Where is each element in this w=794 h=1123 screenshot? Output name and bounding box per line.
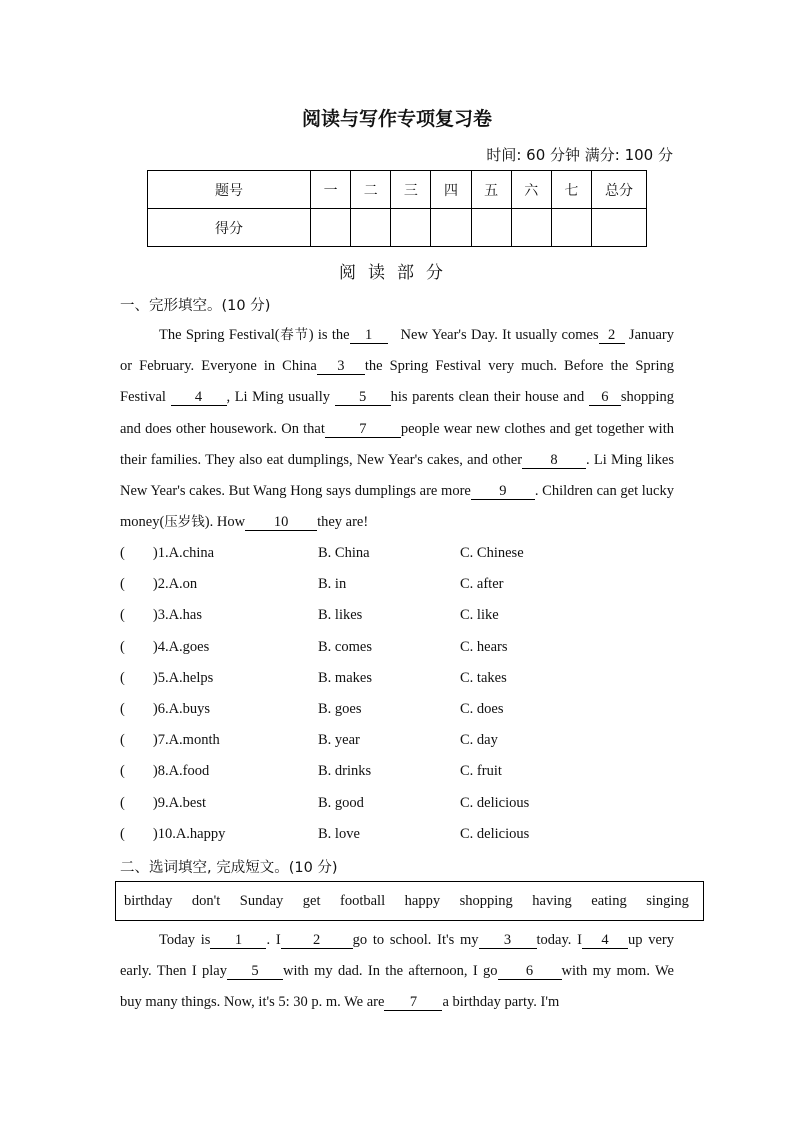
- option-c: C. Chinese: [460, 545, 524, 561]
- score-col-total: 总分: [592, 171, 647, 209]
- score-cell[interactable]: [391, 209, 431, 247]
- paren-close: ): [152, 545, 158, 561]
- score-cell[interactable]: [471, 209, 511, 247]
- passage-text: today. I: [536, 932, 582, 948]
- passage-text: they are!: [317, 514, 369, 531]
- option-c: C. delicious: [460, 795, 530, 811]
- score-cell[interactable]: [511, 209, 551, 247]
- part2-heading: 二、选词填空, 完成短文。(10 分): [120, 860, 338, 876]
- paren-close: ): [152, 732, 158, 748]
- score-col-6: 六: [511, 171, 551, 209]
- option-c: C. delicious: [460, 826, 530, 842]
- score-row-label: 得分: [148, 209, 311, 247]
- paren-close: ): [152, 701, 158, 717]
- option-b: B. in: [318, 576, 347, 592]
- blank-5[interactable]: 5: [227, 963, 283, 980]
- passage-text: with my dad. In the afternoon, I go: [283, 963, 498, 980]
- blank-2[interactable]: 2: [599, 327, 625, 344]
- option-b: B. comes: [318, 639, 372, 655]
- blank-4[interactable]: 4: [582, 932, 628, 949]
- part2-passage: [120, 925, 674, 1019]
- option-a: 10.A.happy: [157, 826, 226, 842]
- blank-3[interactable]: 3: [317, 358, 365, 375]
- option-a: 2.A.on: [157, 576, 198, 592]
- passage-text: ) is the: [308, 327, 350, 343]
- score-col-5: 五: [471, 171, 511, 209]
- blank-9[interactable]: 9: [471, 483, 535, 500]
- word-bank-item: having: [532, 892, 572, 909]
- blank-6[interactable]: 6: [589, 389, 621, 406]
- passage-text: . I: [266, 932, 281, 948]
- paren-close: ): [152, 607, 158, 623]
- blank-1[interactable]: 1: [210, 932, 266, 949]
- option-c: C. after: [460, 576, 504, 592]
- option-paren[interactable]: [120, 607, 202, 624]
- paren-open: (: [120, 732, 125, 748]
- word-bank-item: don't: [191, 892, 221, 909]
- option-paren[interactable]: [120, 670, 213, 687]
- option-c: C. like: [460, 607, 499, 623]
- score-header-label: 题号: [148, 171, 311, 209]
- passage-text: 春节: [279, 327, 309, 343]
- word-bank-item: singing: [646, 892, 689, 909]
- passage-text: people wear new clothes and get together with their families. They also eat dumplings, New Year's cakes, and other: [120, 420, 674, 468]
- blank-3[interactable]: 3: [479, 932, 537, 949]
- score-cell[interactable]: [592, 209, 647, 247]
- passage-text: ). How: [204, 514, 246, 531]
- page-title: 阅读与写作专项复习卷: [301, 108, 492, 130]
- paren-open: (: [120, 607, 125, 623]
- paren-close: ): [152, 670, 158, 686]
- passage-text: New Year's Day. It usually comes: [400, 327, 599, 343]
- blank-8[interactable]: 8: [522, 452, 586, 469]
- word-bank-item: shopping: [459, 892, 513, 909]
- word-bank-item: get: [302, 892, 321, 909]
- paren-open: (: [120, 639, 125, 655]
- score-table-score-row: [148, 209, 647, 247]
- paren-open: (: [120, 701, 125, 717]
- option-paren[interactable]: [120, 732, 220, 749]
- passage-text: 压岁钱: [164, 514, 205, 531]
- word-bank-item: happy: [404, 892, 441, 909]
- word-bank-item: Sunday: [239, 892, 284, 909]
- passage-text: his parents clean their house and: [390, 389, 585, 406]
- score-table-header-row: [148, 171, 647, 209]
- score-cell[interactable]: [351, 209, 391, 247]
- option-b: B. China: [318, 545, 370, 561]
- section-title: 阅读部分: [339, 263, 455, 283]
- option-b: B. likes: [318, 607, 363, 623]
- passage-text: a birthday party. I'm: [442, 994, 560, 1011]
- option-paren[interactable]: [120, 826, 225, 843]
- option-a: 4.A.goes: [157, 639, 210, 655]
- paren-close: ): [152, 639, 158, 655]
- option-b: B. good: [318, 795, 364, 811]
- option-c: C. does: [460, 701, 504, 717]
- word-bank-item: football: [340, 892, 386, 909]
- option-a: 7.A.month: [157, 732, 220, 748]
- time-info: 时间: 60 分钟 满分: 100 分: [486, 146, 673, 164]
- passage-text: The Spring Festival(: [159, 327, 280, 343]
- passage-text: . Children can get lucky money(: [120, 483, 674, 531]
- blank-7[interactable]: 7: [384, 994, 442, 1011]
- option-paren[interactable]: [120, 795, 206, 812]
- blank-1[interactable]: 1: [350, 327, 388, 344]
- option-paren[interactable]: [120, 576, 197, 593]
- blank-2[interactable]: 2: [281, 932, 353, 949]
- passage-text: , Li Ming usually: [226, 389, 331, 406]
- option-b: B. year: [318, 732, 360, 748]
- paren-open: (: [120, 576, 125, 592]
- word-bank-item: eating: [591, 892, 627, 909]
- option-c: C. takes: [460, 670, 507, 686]
- option-a: 3.A.has: [157, 607, 202, 623]
- passage-text: the Spring Festival very much. Before the Spring Festival: [120, 358, 674, 406]
- option-b: B. makes: [318, 670, 372, 686]
- passage-text: January or February. Everyone in China: [120, 327, 675, 375]
- score-table: [147, 170, 647, 247]
- paren-open: (: [120, 545, 125, 561]
- score-col-7: 七: [551, 171, 591, 209]
- blank-5[interactable]: 5: [335, 389, 391, 406]
- passage-text: . Li Ming likes New Year's cakes. But Wang Hong says dumplings are more: [120, 451, 674, 500]
- word-bank: [115, 881, 704, 921]
- score-col-3: 三: [391, 171, 431, 209]
- option-paren[interactable]: [120, 639, 209, 656]
- option-c: C. hears: [460, 639, 508, 655]
- option-a: 8.A.food: [157, 763, 210, 779]
- option-c: C. fruit: [460, 763, 502, 779]
- paren-close: ): [152, 576, 158, 592]
- word-bank-item: birthday: [124, 892, 173, 909]
- option-b: B. love: [318, 826, 360, 842]
- paren-close: ): [152, 826, 158, 842]
- paren-open: (: [120, 763, 125, 779]
- option-b: B. drinks: [318, 763, 372, 779]
- passage-text: shopping and does other housework. On that: [120, 389, 674, 437]
- blank-10[interactable]: 10: [245, 514, 317, 531]
- blank-4[interactable]: 4: [171, 389, 227, 406]
- passage-text: go to school. It's my: [352, 932, 479, 948]
- option-paren[interactable]: [120, 763, 209, 780]
- blank-7[interactable]: 7: [325, 421, 401, 438]
- score-col-2: 二: [351, 171, 391, 209]
- blank-6[interactable]: 6: [498, 963, 562, 980]
- score-col-1: 一: [311, 171, 351, 209]
- paren-close: ): [152, 795, 158, 811]
- option-a: 6.A.buys: [157, 701, 211, 717]
- score-cell[interactable]: [551, 209, 591, 247]
- option-b: B. goes: [318, 701, 362, 717]
- score-cell[interactable]: [431, 209, 471, 247]
- option-c: C. day: [460, 732, 498, 748]
- paren-open: (: [120, 670, 125, 686]
- option-a: 5.A.helps: [157, 670, 214, 686]
- option-paren[interactable]: [120, 701, 210, 718]
- score-col-4: 四: [431, 171, 471, 209]
- option-paren[interactable]: [120, 545, 214, 562]
- option-a: 1.A.china: [157, 545, 215, 561]
- passage-text: with my mom. We buy many things. Now, it's 5: 30 p. m. We are: [120, 963, 674, 1011]
- part1-heading: 一、完形填空。(10 分): [120, 298, 271, 314]
- passage-text: up very early. Then I play: [120, 932, 675, 980]
- paren-open: (: [120, 795, 125, 811]
- paren-open: (: [120, 826, 125, 842]
- paren-close: ): [152, 763, 158, 779]
- passage-text: Today is: [159, 932, 211, 948]
- score-cell[interactable]: [311, 209, 351, 247]
- option-a: 9.A.best: [157, 795, 207, 811]
- part1-passage: [120, 320, 674, 538]
